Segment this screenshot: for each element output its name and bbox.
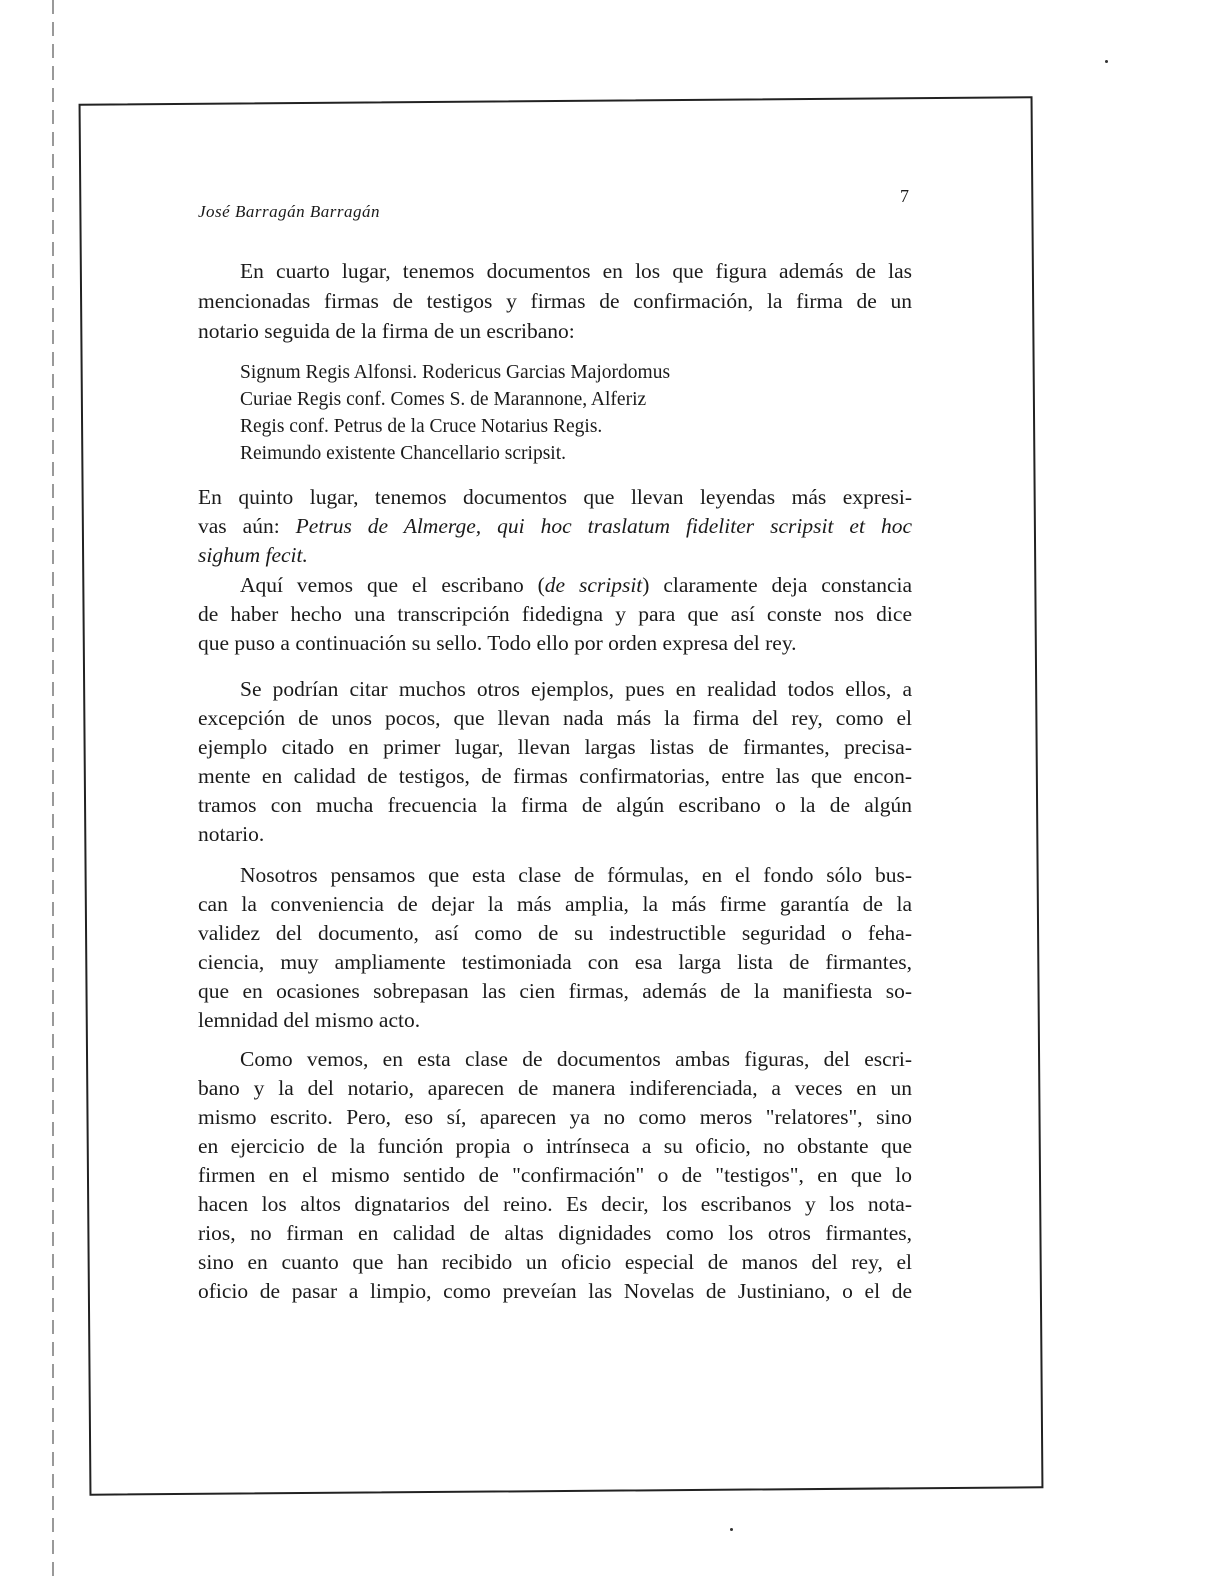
text-line [198, 705, 912, 731]
text-segment: excepción de unos pocos, que llevan nada más la firma del rey, como el [198, 706, 912, 730]
text-segment: En cuarto lugar, tenemos documentos en los que figura además de las [240, 259, 912, 283]
text-line [198, 978, 912, 1004]
text-line [198, 1249, 912, 1275]
text-segment: Aquí vemos que el escribano ( [240, 573, 545, 597]
text-segment: lemnidad del mismo acto. [198, 1008, 421, 1032]
text-segment: que en ocasiones sobrepasan las cien firmas, además de la manifiesta so- [198, 979, 912, 1003]
text-segment: sino en cuanto que han recibido un oficio especial de manos del rey, el [198, 1250, 912, 1274]
text-line [198, 1191, 912, 1217]
italic-text: Petrus de Almerge, qui hoc traslatum fideliter scripsit et hoc [295, 514, 912, 538]
text-segment: Curiae Regis conf. Comes S. de Marannone, Alferiz [240, 389, 647, 410]
text-segment: Como vemos, en esta clase de documentos ambas figuras, del escri- [240, 1047, 912, 1071]
text-segment: Reimundo existente Chancellario scripsit. [240, 443, 567, 464]
text-segment: de haber hecho una transcripción fidedigna y para que así conste nos dice [198, 602, 912, 626]
scan-speck [1105, 60, 1108, 63]
text-line [198, 1133, 912, 1159]
text-segment: Nosotros pensamos que esta clase de fórmulas, en el fondo sólo bus- [240, 863, 912, 887]
text-segment: vas aún: [198, 514, 296, 538]
text-line [198, 288, 912, 314]
text-line [198, 1278, 912, 1304]
text-line [198, 513, 912, 539]
running-header-author: José Barragán Barragán [198, 202, 380, 221]
text-line [198, 763, 912, 789]
text-line [198, 484, 912, 510]
text-segment: hacen los altos dignatarios del reino. Es decir, los escribanos y los nota- [198, 1192, 912, 1216]
italic-text: sighum fecit. [198, 543, 308, 567]
text-segment: en ejercicio de la función propia o intrínseca a su oficio, no obstante que [198, 1134, 912, 1158]
text-segment: mencionadas firmas de testigos y firmas de confirmación, la firma de un [198, 289, 912, 313]
text-line [198, 1007, 912, 1033]
text-line [198, 949, 912, 975]
text-segment: Signum Regis Alfonsi. Rodericus Garcias Majordomus [240, 362, 671, 383]
text-segment: Regis conf. Petrus de la Cruce Notarius Regis. [240, 416, 603, 437]
text-line [198, 1075, 912, 1101]
text-segment: validez del documento, así como de su indestructible seguridad o feha- [198, 921, 912, 945]
quoted-line [240, 441, 566, 467]
quoted-line [240, 387, 646, 413]
text-line [240, 676, 912, 702]
page-number: 7 [900, 186, 909, 206]
text-line [240, 1046, 912, 1072]
text-line [198, 920, 912, 946]
text-line [198, 542, 912, 568]
text-segment: firmen en el mismo sentido de "confirmación" o de "testigos", en que lo [198, 1163, 912, 1187]
text-line [198, 601, 912, 627]
text-segment: tramos con mucha frecuencia la firma de algún escribano o la de algún [198, 793, 912, 817]
text-segment: Se podrían citar muchos otros ejemplos, pues en realidad todos ellos, a [240, 677, 912, 701]
text-line [198, 792, 912, 818]
text-line [198, 1162, 912, 1188]
quoted-line [240, 360, 670, 386]
text-segment: mente en calidad de testigos, de firmas confirmatorias, entre las que encon- [198, 764, 912, 788]
text-segment: can la conveniencia de dejar la más amplia, la más firme garantía de la [198, 892, 912, 916]
text-segment: que puso a continuación su sello. Todo ello por orden expresa del rey. [198, 631, 797, 655]
text-line [198, 1220, 912, 1246]
text-segment: En quinto lugar, tenemos documentos que llevan leyendas más expresi- [198, 485, 912, 509]
text-line [198, 630, 912, 656]
scan-speck [730, 1528, 733, 1531]
text-segment: bano y la del notario, aparecen de manera indiferenciada, a veces en un [198, 1076, 912, 1100]
text-segment: oficio de pasar a limpio, como preveían las Novelas de Justiniano, o el de [198, 1279, 912, 1303]
text-line [198, 318, 912, 344]
text-segment: ciencia, muy ampliamente testimoniada con esa larga lista de firmantes, [198, 950, 912, 974]
text-segment: ) claramente deja constancia [642, 573, 912, 597]
text-segment: notario seguida de la firma de un escribano: [198, 319, 575, 343]
text-segment: ejemplo citado en primer lugar, llevan largas listas de firmantes, precisa- [198, 735, 912, 759]
quoted-line [240, 414, 602, 440]
text-line [240, 258, 912, 284]
text-line [240, 862, 912, 888]
italic-text: de scripsit [544, 573, 643, 597]
text-line [240, 572, 912, 598]
text-segment: notario. [198, 822, 265, 846]
scan-margin-artifact [52, 0, 54, 1578]
text-line [198, 734, 912, 760]
text-segment: mismo escrito. Pero, eso sí, aparecen ya no como meros "relatores", sino [198, 1105, 912, 1129]
text-line [198, 821, 912, 847]
text-segment: rios, no firman en calidad de altas dignidades como los otros firmantes, [198, 1221, 912, 1245]
text-line [198, 1104, 912, 1130]
text-line [198, 891, 912, 917]
